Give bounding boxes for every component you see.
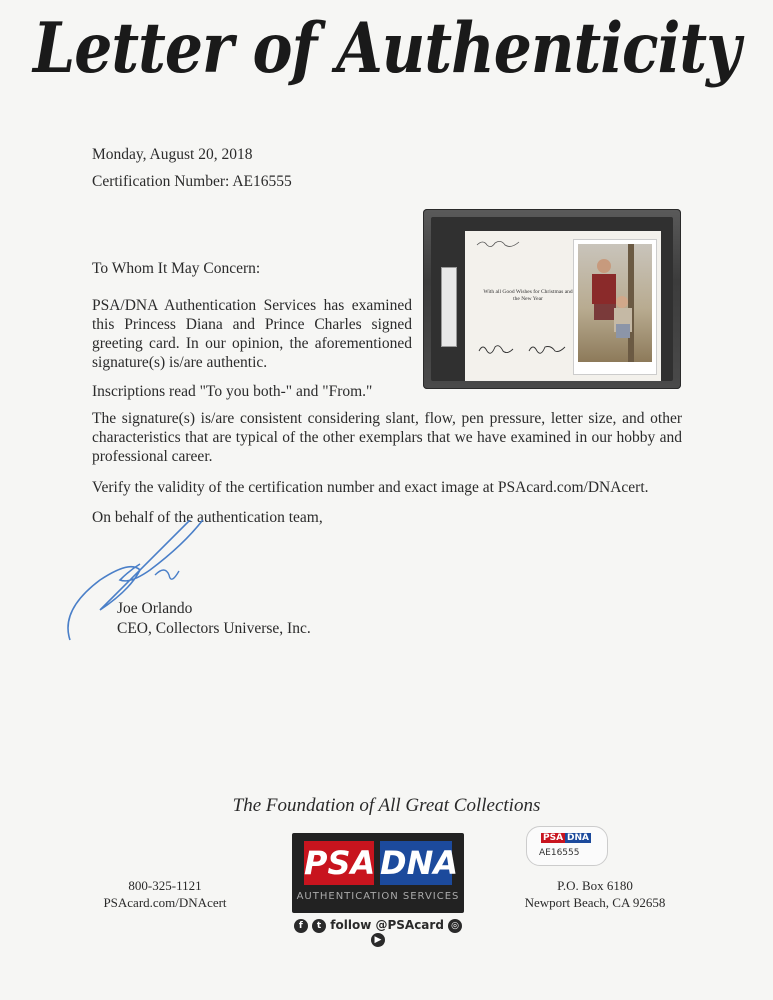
social-line xyxy=(292,918,464,947)
sticker-number: AE16555 xyxy=(539,848,580,858)
greeting-card xyxy=(465,231,661,381)
instagram-icon[interactable]: ◎ xyxy=(448,919,462,933)
footer-website[interactable]: PSAcard.com/DNAcert xyxy=(103,895,227,910)
slab-label xyxy=(441,267,457,347)
signer-title: CEO, Collectors Universe, Inc. xyxy=(117,620,311,637)
letter-title: Letter of Authenticity xyxy=(33,8,740,90)
slab-window xyxy=(431,217,673,381)
inscriptions-line: Inscriptions read "To you both-" and "From." xyxy=(92,383,373,400)
photo-figures xyxy=(578,244,652,362)
logo-psa: PSA xyxy=(304,841,374,885)
verify-line: Verify the validity of the certification number and exact image at PSAcard.com/DNAcert. xyxy=(92,479,649,496)
social-handle[interactable]: follow @PSAcard xyxy=(330,918,444,932)
footer-city: Newport Beach, CA 92658 xyxy=(524,895,666,910)
tagline: The Foundation of All Great Collections xyxy=(232,795,541,816)
sticker-logo-psa: PSA xyxy=(543,833,564,843)
footer-phone: 800-325-1121 xyxy=(128,878,202,893)
footer-po-box: P.O. Box 6180 xyxy=(557,878,633,893)
inscription-scribble xyxy=(475,237,525,249)
salutation: To Whom It May Concern: xyxy=(92,260,261,277)
sticker-logo-dna: DNA xyxy=(567,833,590,843)
footer-contact xyxy=(100,877,230,911)
card-signatures xyxy=(477,341,569,357)
logo-dna: DNA xyxy=(380,841,452,885)
behalf-line: On behalf of the authentication team, xyxy=(92,509,323,526)
certification-number: Certification Number: AE16555 xyxy=(92,173,292,190)
psa-dna-logo xyxy=(292,833,464,913)
card-message: With all Good Wishes for Christmas and the New Year xyxy=(483,289,573,302)
facebook-icon[interactable]: f xyxy=(294,919,308,933)
signer-name: Joe Orlando xyxy=(117,600,193,617)
twitter-icon[interactable]: t xyxy=(312,919,326,933)
examination-paragraph: PSA/DNA Authentication Services has examined this Princess Diana and Prince Charles signed greeting card. In our opinion, the aforementioned signature(s) is/are authentic. xyxy=(92,297,412,371)
royal-family-photo xyxy=(578,244,652,362)
youtube-icon[interactable]: ▶ xyxy=(371,933,385,947)
card-photo xyxy=(573,239,657,375)
footer-address xyxy=(510,877,680,911)
authentication-sticker xyxy=(526,826,608,866)
consistency-paragraph: The signature(s) is/are consistent considering slant, flow, pen pressure, letter size, and other characteristics that are typical of the other exemplars that we have examined in our hobby and professional career. xyxy=(92,410,682,465)
logo-subtitle: AUTHENTICATION SERVICES xyxy=(296,891,460,902)
letter-date: Monday, August 20, 2018 xyxy=(92,146,253,163)
sticker-logo xyxy=(541,833,591,843)
card-slab xyxy=(423,209,681,389)
